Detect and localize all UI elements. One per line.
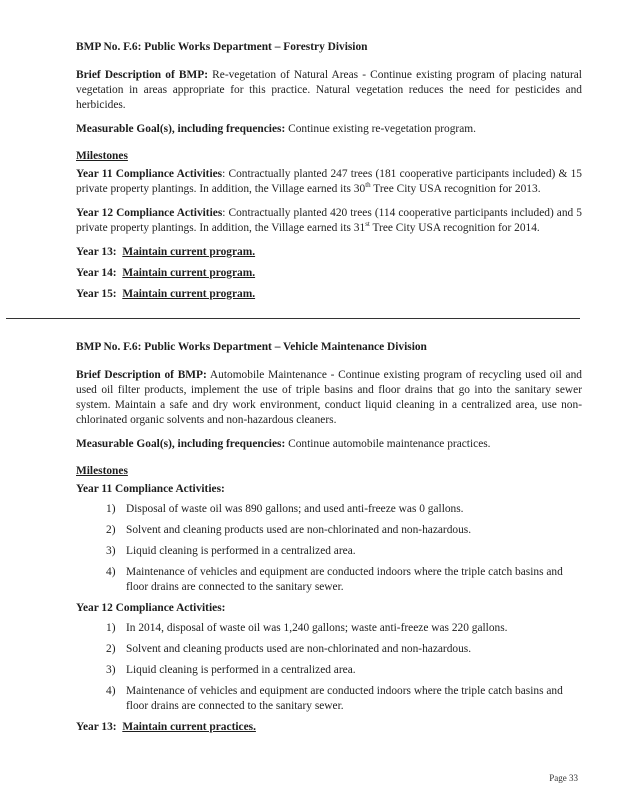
goal-label: Measurable Goal(s), including frequencies: bbox=[76, 438, 286, 450]
measurable-goal-forestry bbox=[76, 122, 582, 137]
list-item bbox=[76, 544, 582, 559]
list-text: Maintenance of vehicles and equipment are conducted indoors where the triple catch basins and floor drains are connected to the sanitary sewer. bbox=[126, 566, 563, 593]
measurable-goal-vehicle bbox=[76, 437, 582, 452]
brief-description-vehicle bbox=[76, 368, 582, 428]
year-12-list bbox=[76, 621, 582, 714]
list-text: Disposal of waste oil was 890 gallons; and used anti-freeze was 0 gallons. bbox=[126, 503, 464, 515]
milestones-heading: Milestones bbox=[76, 465, 128, 477]
list-number: 2) bbox=[106, 643, 116, 655]
list-item bbox=[76, 523, 582, 538]
list-number: 3) bbox=[106, 664, 116, 676]
year-14-label: Year 14: bbox=[76, 267, 117, 279]
brief-label: Brief Description of BMP: bbox=[76, 69, 209, 81]
list-text: Maintenance of vehicles and equipment are conducted indoors where the triple catch basins and floor drains are connected to the sanitary sewer. bbox=[126, 685, 563, 712]
year-12-label: Year 12 Compliance Activities bbox=[76, 207, 223, 219]
page-number: Page 33 bbox=[549, 773, 578, 783]
year-12-sup: st bbox=[365, 220, 370, 229]
brief-label: Brief Description of BMP: bbox=[76, 369, 207, 381]
list-item bbox=[76, 502, 582, 517]
year-12-text-b: Tree City USA recognition for 2014. bbox=[369, 222, 540, 234]
list-item bbox=[76, 642, 582, 657]
year-12-activities-forestry bbox=[76, 206, 582, 236]
year-13-label: Year 13: bbox=[76, 721, 117, 733]
list-number: 4) bbox=[106, 685, 116, 697]
list-item bbox=[76, 621, 582, 636]
list-number: 1) bbox=[106, 503, 116, 515]
year-13-forestry bbox=[76, 245, 582, 260]
year-15-label: Year 15: bbox=[76, 288, 117, 300]
year-11-text-a: : Contractually planted 247 trees (181 cooperative participants included) & 15 private property plantings. In addition, the Village earned its 30 bbox=[76, 168, 582, 195]
list-text: Solvent and cleaning products used are non-chlorinated and non-hazardous. bbox=[126, 643, 472, 655]
list-text: Solvent and cleaning products used are non-chlorinated and non-hazardous. bbox=[126, 524, 472, 536]
goal-text: Continue automobile maintenance practices. bbox=[285, 438, 491, 450]
year-11-label: Year 11 Compliance Activities bbox=[76, 168, 223, 180]
list-number: 3) bbox=[106, 545, 116, 557]
year-14-forestry bbox=[76, 266, 582, 281]
list-text: In 2014, disposal of waste oil was 1,240 gallons; waste anti-freeze was 220 gallons. bbox=[126, 622, 508, 634]
year-11-text-b: Tree City USA recognition for 2013. bbox=[370, 183, 541, 195]
year-11-activities-forestry bbox=[76, 167, 582, 197]
list-item bbox=[76, 684, 582, 714]
brief-text: Re-vegetation of Natural Areas - Continue existing program of placing natural vegetation in areas appropriate for this practice. Natural vegetation reduces the need for pesticides and herbicides. bbox=[76, 69, 582, 111]
brief-description-forestry bbox=[76, 68, 582, 113]
list-text: Liquid cleaning is performed in a centralized area. bbox=[126, 664, 356, 676]
milestones-heading: Milestones bbox=[76, 150, 128, 162]
year-12-label-vehicle: Year 12 Compliance Activities: bbox=[76, 602, 226, 614]
year-15-forestry bbox=[76, 287, 582, 302]
year-15-text: Maintain current program. bbox=[122, 288, 256, 300]
brief-text: Automobile Maintenance - Continue existing program of recycling used oil and used oil filter products, implement the use of triple basins and floor drains that go into the sanitary sewer system. Maintain a safe and dry work environment, conduct liquid cleaning in a centralized area, use non-chlorinated organic solvents and non-hazardous cleaners. bbox=[76, 369, 582, 426]
year-12-text-a: : Contractually planted 420 trees (114 cooperative participants included) and 5 private property plantings. In addition, the Village earned its 31 bbox=[76, 207, 582, 234]
section-title-vehicle: BMP No. F.6: Public Works Department – Vehicle Maintenance Division bbox=[76, 341, 427, 353]
year-14-text: Maintain current program. bbox=[122, 267, 256, 279]
year-11-label-vehicle: Year 11 Compliance Activities: bbox=[76, 483, 225, 495]
year-13-text: Maintain current program. bbox=[122, 246, 256, 258]
list-item bbox=[76, 565, 582, 595]
goal-label: Measurable Goal(s), including frequencies: bbox=[76, 123, 286, 135]
year-11-list bbox=[76, 502, 582, 595]
year-13-text: Maintain current practices. bbox=[122, 721, 256, 733]
list-number: 4) bbox=[106, 566, 116, 578]
list-number: 1) bbox=[106, 622, 116, 634]
year-13-vehicle bbox=[76, 720, 582, 735]
year-13-label: Year 13: bbox=[76, 246, 117, 258]
year-11-sup: th bbox=[365, 181, 371, 190]
section-title-forestry: BMP No. F.6: Public Works Department – Forestry Division bbox=[76, 41, 368, 53]
section-divider bbox=[6, 318, 580, 319]
list-text: Liquid cleaning is performed in a centralized area. bbox=[126, 545, 356, 557]
list-item bbox=[76, 663, 582, 678]
goal-text: Continue existing re-vegetation program. bbox=[285, 123, 476, 135]
list-number: 2) bbox=[106, 524, 116, 536]
